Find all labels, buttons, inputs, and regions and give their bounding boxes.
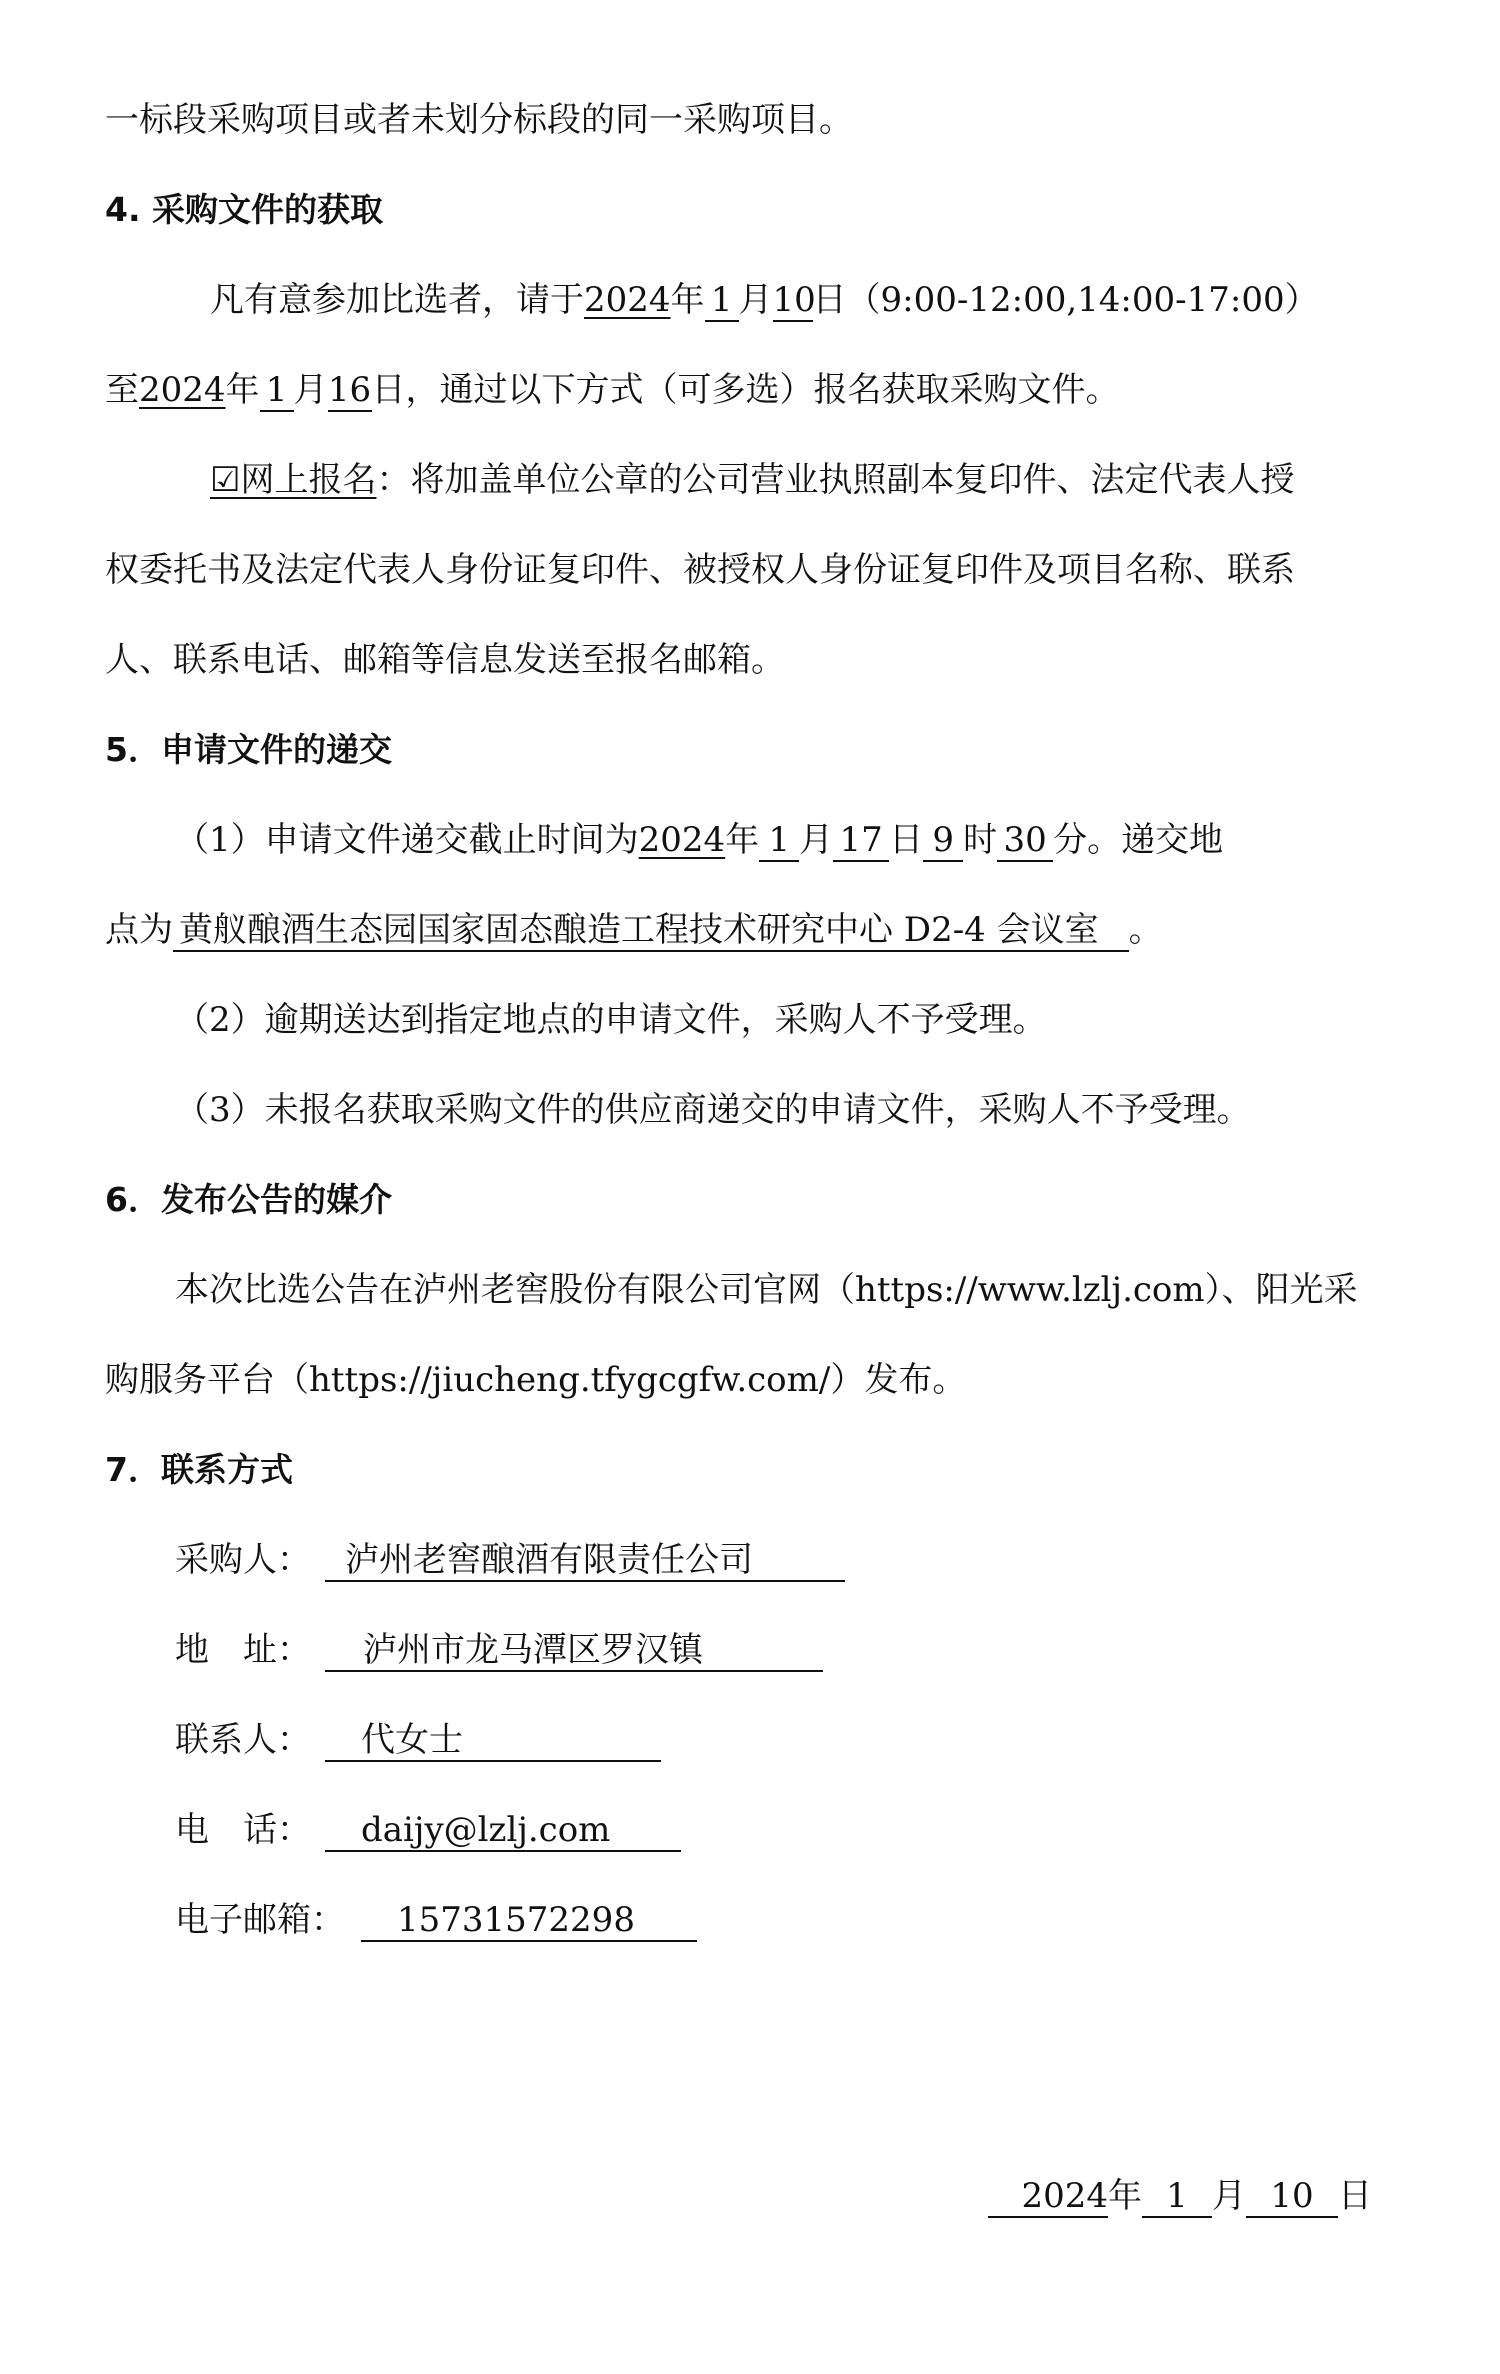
intro-tail-text: 一标段采购项目或者未划分标段的同一采购项目。: [105, 100, 853, 140]
section-6-text-line1: 本次比选公告在泸州老窖股份有限公司官网（https://www.lzlj.com）、阳光采: [175, 1270, 1358, 1310]
section-4-heading: 4. 采购文件的获取: [105, 190, 383, 229]
contact-address: 地 址： 泸州市龙马潭区罗汉镇: [175, 1628, 1375, 1672]
section-5-item2: （2）逾期送达到指定地点的申请文件，采购人不予受理。: [175, 1000, 1047, 1040]
deadline-minute: 30: [997, 820, 1053, 862]
end-month: 1: [260, 370, 294, 412]
deadline-hour: 9: [923, 820, 963, 862]
start-month: 1: [705, 280, 739, 322]
contact-email: 电子邮箱： 15731572298: [175, 1898, 1375, 1942]
contact-purchaser: 采购人： 泸州老窖酿酒有限责任公司: [175, 1538, 1375, 1582]
signature-month: 1: [1142, 2176, 1212, 2218]
start-year: 2024: [584, 280, 671, 320]
start-day: 10: [772, 280, 816, 320]
contact-person-value: 代女士: [325, 1720, 661, 1762]
section-7-heading: 7．联系方式: [105, 1450, 293, 1489]
online-registration-option: ☑网上报名: [210, 460, 377, 500]
signature-date: 2024年 1 月 10 日: [988, 2174, 1372, 2218]
section-5-item1-line2: 点为 黄舣酿酒生态园国家固态酿造工程技术研究中心 D2-4 会议室 。: [105, 910, 1163, 950]
signature-year: 2024: [988, 2176, 1108, 2218]
end-day: 16: [327, 370, 372, 410]
section-5-item3: （3）未报名获取采购文件的供应商递交的申请文件，采购人不予受理。: [175, 1090, 1251, 1130]
email-value: 15731572298: [361, 1900, 697, 1942]
contact-phone: 电 话： daijy@lzlj.com: [175, 1808, 1375, 1852]
section-4-paragraph-line1: 凡有意参加比选者，请于2024年 1 月10日（9:00-12:00,14:00-17:00）: [210, 280, 1319, 320]
section-5-heading: 5．申请文件的递交: [105, 730, 392, 769]
section-4-paragraph-line2: 至2024年 1 月16日，通过以下方式（可多选）报名获取采购文件。: [105, 370, 1120, 410]
online-registration-line2: 权委托书及法定代表人身份证复印件、被授权人身份证复印件及项目名称、联系: [105, 550, 1295, 590]
deadline-day: 17: [833, 820, 889, 862]
deadline-month: 1: [759, 820, 799, 862]
contact-person: 联系人： 代女士: [175, 1718, 1375, 1762]
section-6-heading: 6．发布公告的媒介: [105, 1180, 392, 1219]
submission-location: 黄舣酿酒生态园国家固态酿造工程技术研究中心 D2-4 会议室: [173, 910, 1129, 952]
end-year: 2024: [139, 370, 226, 410]
deadline-year: 2024: [638, 820, 726, 860]
office-hours: （9:00-12:00,14:00-17:00）: [846, 280, 1319, 320]
section-5-item1-line1: （1）申请文件递交截止时间为2024年 1 月 17 日 9 时 30 分。递交地: [175, 820, 1224, 860]
address-value: 泸州市龙马潭区罗汉镇: [325, 1630, 823, 1672]
online-registration-line1: ☑网上报名：将加盖单位公章的公司营业执照副本复印件、法定代表人授: [210, 460, 1295, 500]
signature-day: 10: [1246, 2176, 1338, 2218]
section-6-text-line2: 购服务平台（https://jiucheng.tfygcgfw.com/）发布。: [105, 1360, 967, 1400]
online-registration-line3: 人、联系电话、邮箱等信息发送至报名邮箱。: [105, 640, 785, 680]
phone-value: daijy@lzlj.com: [325, 1810, 681, 1852]
checkbox-checked-icon: ☑: [210, 460, 241, 500]
purchaser-value: 泸州老窖酿酒有限责任公司: [325, 1540, 845, 1582]
